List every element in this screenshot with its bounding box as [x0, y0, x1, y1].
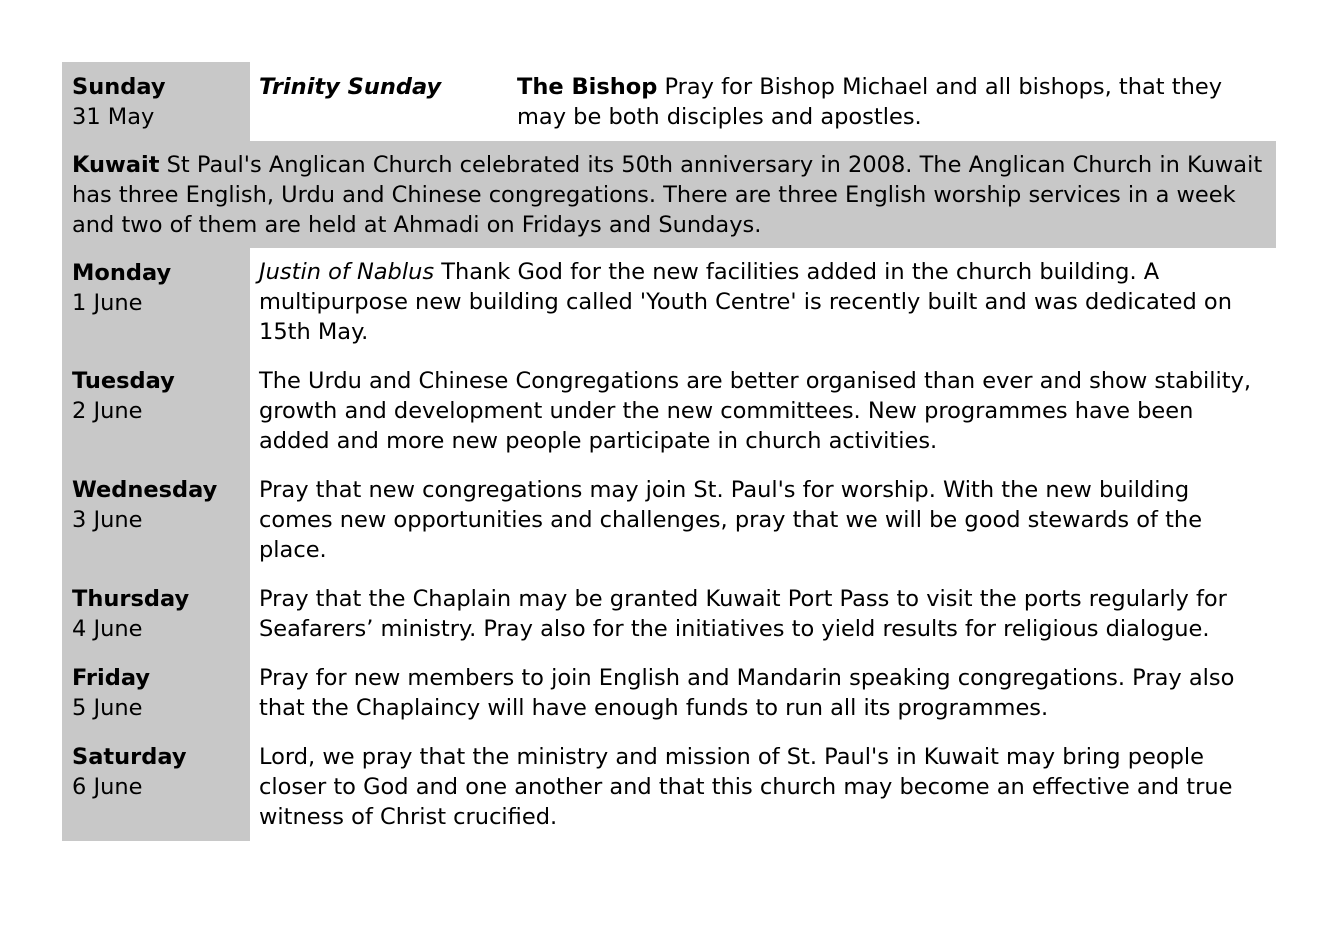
day-date: 6 June: [72, 774, 143, 800]
day-name: Wednesday: [72, 477, 218, 503]
day-date: 4 June: [72, 616, 143, 642]
day-cell: [62, 732, 250, 841]
prayer-cell: [250, 465, 1276, 574]
day-date: 3 June: [72, 507, 143, 533]
prayer-body: Pray for Bishop Michael and all bishops, that they may be both disciples and apostles.: [517, 74, 1223, 130]
prayer-diary-page: [62, 62, 1276, 841]
prayer-text: [517, 72, 1267, 132]
country-text: St Paul's Anglican Church celebrated its 50th anniversary in 2008. The Anglican Church in Kuwait has three English, Urdu and Chinese congregations. There are three English worship services in a week and two of them are held at Ahmadi on Fridays and Sundays.: [72, 152, 1263, 238]
saint-name: Justin of Nablus: [259, 259, 435, 285]
prayer-cell: [250, 653, 1276, 732]
prayer-text: Pray that the Chaplain may be granted Kuwait Port Pass to visit the ports regularly for Seafarers’ ministry. Pray also for the initiatives to yield results for religious dialogue.: [259, 586, 1227, 642]
day-cell: [62, 465, 250, 574]
day-cell: [62, 653, 250, 732]
feast-name: Trinity Sunday: [259, 74, 442, 100]
prayer-text: Pray that new congregations may join St. Paul's for worship. With the new building comes new opportunities and challenges, pray that we will be good stewards of the place.: [259, 477, 1203, 563]
prayer-cell: [250, 732, 1276, 841]
day-row-monday: [62, 248, 1276, 356]
prayer-cell: [250, 248, 1276, 356]
day-cell: [62, 356, 250, 465]
day-name: Thursday: [72, 586, 190, 612]
day-row-saturday: [62, 732, 1276, 841]
prayer-heading: The Bishop: [517, 74, 658, 100]
day-name: Sunday: [72, 74, 166, 100]
prayer-cell: [250, 356, 1276, 465]
day-row-sunday: [62, 62, 1276, 141]
country-heading: Kuwait: [72, 152, 160, 178]
day-row-thursday: [62, 574, 1276, 653]
day-cell: [62, 574, 250, 653]
day-cell: [62, 62, 250, 141]
day-date: 1 June: [72, 290, 143, 316]
day-date: 5 June: [72, 695, 143, 721]
prayer-text: Pray for new members to join English and Mandarin speaking congregations. Pray also that the Chaplaincy will have enough funds to run all its programmes.: [259, 665, 1235, 721]
prayer-text: Lord, we pray that the ministry and mission of St. Paul's in Kuwait may bring people closer to God and one another and that this church may become an effective and true witness of Christ crucified.: [259, 744, 1233, 830]
day-date: 31 May: [72, 104, 155, 130]
day-name: Friday: [72, 665, 151, 691]
day-name: Saturday: [72, 744, 187, 770]
prayer-cell: [250, 62, 1276, 141]
day-row-friday: [62, 653, 1276, 732]
day-cell: [62, 248, 250, 356]
day-name: Monday: [72, 260, 172, 286]
prayer-cell: [250, 574, 1276, 653]
day-row-wednesday: [62, 465, 1276, 574]
prayer-text: Thank God for the new facilities added in the church building. A multipurpose new building called 'Youth Centre' is recently built and was dedicated on 15th May.: [259, 259, 1232, 345]
prayer-text: The Urdu and Chinese Congregations are better organised than ever and show stability, growth and development under the new committees. New programmes have been added and more new people participate in church activities.: [259, 368, 1252, 454]
country-feature: [62, 141, 1276, 248]
day-name: Tuesday: [72, 368, 175, 394]
day-date: 2 June: [72, 398, 143, 424]
day-row-tuesday: [62, 356, 1276, 465]
